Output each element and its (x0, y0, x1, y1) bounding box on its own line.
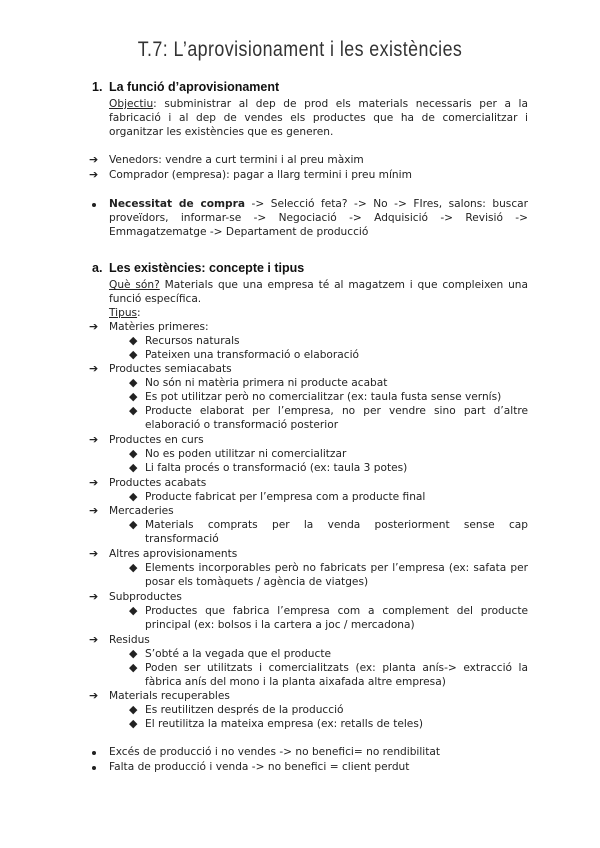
type-item: Producte elaborat per l’empresa, no per vendre sino part d’altre elaboració o transformació posterior (145, 405, 528, 431)
type-recoverable: Materials recuperables (109, 690, 230, 702)
type-other-supplies: Altres aprovisionaments (109, 548, 238, 560)
arrow-icon: ➔ (89, 633, 99, 646)
diamond-icon: ◆ (129, 647, 138, 660)
type-item: Es pot utilitzar però no comercialitzar (ex: taula fusta sense vernís) (145, 391, 502, 403)
arrow-icon: ➔ (89, 168, 99, 181)
bullet-icon (92, 751, 96, 755)
arrow-icon: ➔ (89, 689, 99, 702)
type-raw-materials: Matèries primeres: (109, 321, 209, 333)
type-item: Pateixen una transformació o elaboració (145, 349, 359, 361)
arrow-icon: ➔ (89, 476, 99, 489)
diamond-icon: ◆ (129, 390, 138, 403)
type-item: S’obté a la vegada que el producte (145, 648, 332, 660)
type-goods: Mercaderies (109, 505, 174, 517)
section-a-heading (92, 261, 304, 275)
type-item: El reutilitza la mateixa empresa (ex: retalls de teles) (145, 718, 423, 730)
diamond-icon: ◆ (129, 717, 138, 730)
diamond-icon: ◆ (129, 703, 138, 716)
arrow-icon: ➔ (89, 433, 99, 446)
diamond-icon: ◆ (129, 490, 138, 503)
bullet-icon (92, 766, 96, 770)
type-waste: Residus (109, 634, 150, 646)
diamond-icon: ◆ (129, 604, 138, 617)
type-semifinished: Productes semiacabats (109, 363, 232, 375)
purchase-process-paragraph (109, 197, 528, 239)
diamond-icon: ◆ (129, 334, 138, 347)
purchase-process-text: -> Selecció feta? -> No -> FIres, salons: buscar proveïdors, informar-se -> Negociació -> Adquisició -> Revisió -> Emmagatzematge -> Departament de producció (109, 198, 528, 238)
type-item: Poden ser utilitzats i comercialitzats (ex: planta anís-> extracció la fàbrica anís del mono i la planta aixafada altre empresa) (145, 662, 528, 688)
section-1-heading (92, 80, 279, 94)
underproduction-line: Falta de producció i venda -> no benefici = client perdut (109, 761, 410, 773)
arrow-icon: ➔ (89, 320, 99, 333)
buyer-line: Comprador (empresa): pagar a llarg termini i preu mínim (109, 169, 412, 181)
arrow-icon: ➔ (89, 362, 99, 375)
overproduction-line: Excés de producció i no vendes -> no benefici= no rendibilitat (109, 746, 441, 758)
section-a-title: Les existències: concepte i tipus (109, 261, 305, 275)
diamond-icon: ◆ (129, 404, 138, 417)
type-item: Producte fabricat per l’empresa com a producte final (145, 491, 426, 503)
diamond-icon: ◆ (129, 447, 138, 460)
page-title: T.7: L’aprovisionament i les existències (137, 38, 463, 61)
diamond-icon: ◆ (129, 518, 138, 531)
type-finished: Productes acabats (109, 477, 207, 489)
type-item: No són ni matèria primera ni producte acabat (145, 377, 388, 389)
type-in-progress: Productes en curs (109, 434, 204, 446)
type-item: No es poden utilitzar ni comercialitzar (145, 448, 347, 460)
diamond-icon: ◆ (129, 348, 138, 361)
diamond-icon: ◆ (129, 561, 138, 574)
section-1-title: La funció d’aprovisionament (109, 80, 280, 94)
diamond-icon: ◆ (129, 661, 138, 674)
type-item: Li falta procés o transformació (ex: taula 3 potes) (145, 462, 408, 474)
section-a-number: a. (92, 261, 103, 275)
bullet-icon (92, 203, 96, 207)
type-item: Recursos naturals (145, 335, 240, 347)
section-1-number: 1. (92, 80, 103, 94)
definition-text: Materials que una empresa té al magatzem i que compleixen una funció específica. (109, 279, 529, 305)
types-label: Tipus: (109, 307, 141, 319)
arrow-icon: ➔ (89, 547, 99, 560)
objective-text: : subministrar al dep de prod els materials necessaris per a la fabricació i al dep de vendes els productes que ha de comercialitzar i organitzar les existències que es generen. (109, 98, 528, 138)
arrow-icon: ➔ (89, 590, 99, 603)
definition-paragraph (109, 278, 528, 306)
definition-label: Què són? (109, 279, 160, 291)
diamond-icon: ◆ (129, 376, 138, 389)
diamond-icon: ◆ (129, 461, 138, 474)
type-item: Es reutilitzen després de la producció (145, 704, 344, 716)
arrow-icon: ➔ (89, 153, 99, 166)
type-byproducts: Subproductes (109, 591, 182, 603)
sellers-line: Venedors: vendre a curt termini i al preu màxim (109, 154, 364, 166)
purchase-need-label: Necessitat de compra (109, 198, 246, 210)
objective-paragraph (109, 97, 528, 139)
type-item: Elements incorporables però no fabricats per l’empresa (ex: safata per posar els tomàquets / agència de viatges) (145, 562, 528, 588)
arrow-icon: ➔ (89, 504, 99, 517)
objective-label: Objectiu (109, 98, 154, 110)
type-item: Productes que fabrica l’empresa com a complement del producte principal (ex: bolsos i la cartera a joc / mercadona) (145, 605, 528, 631)
type-item: Materials comprats per la venda posteriorment sense cap transformació (145, 519, 528, 545)
